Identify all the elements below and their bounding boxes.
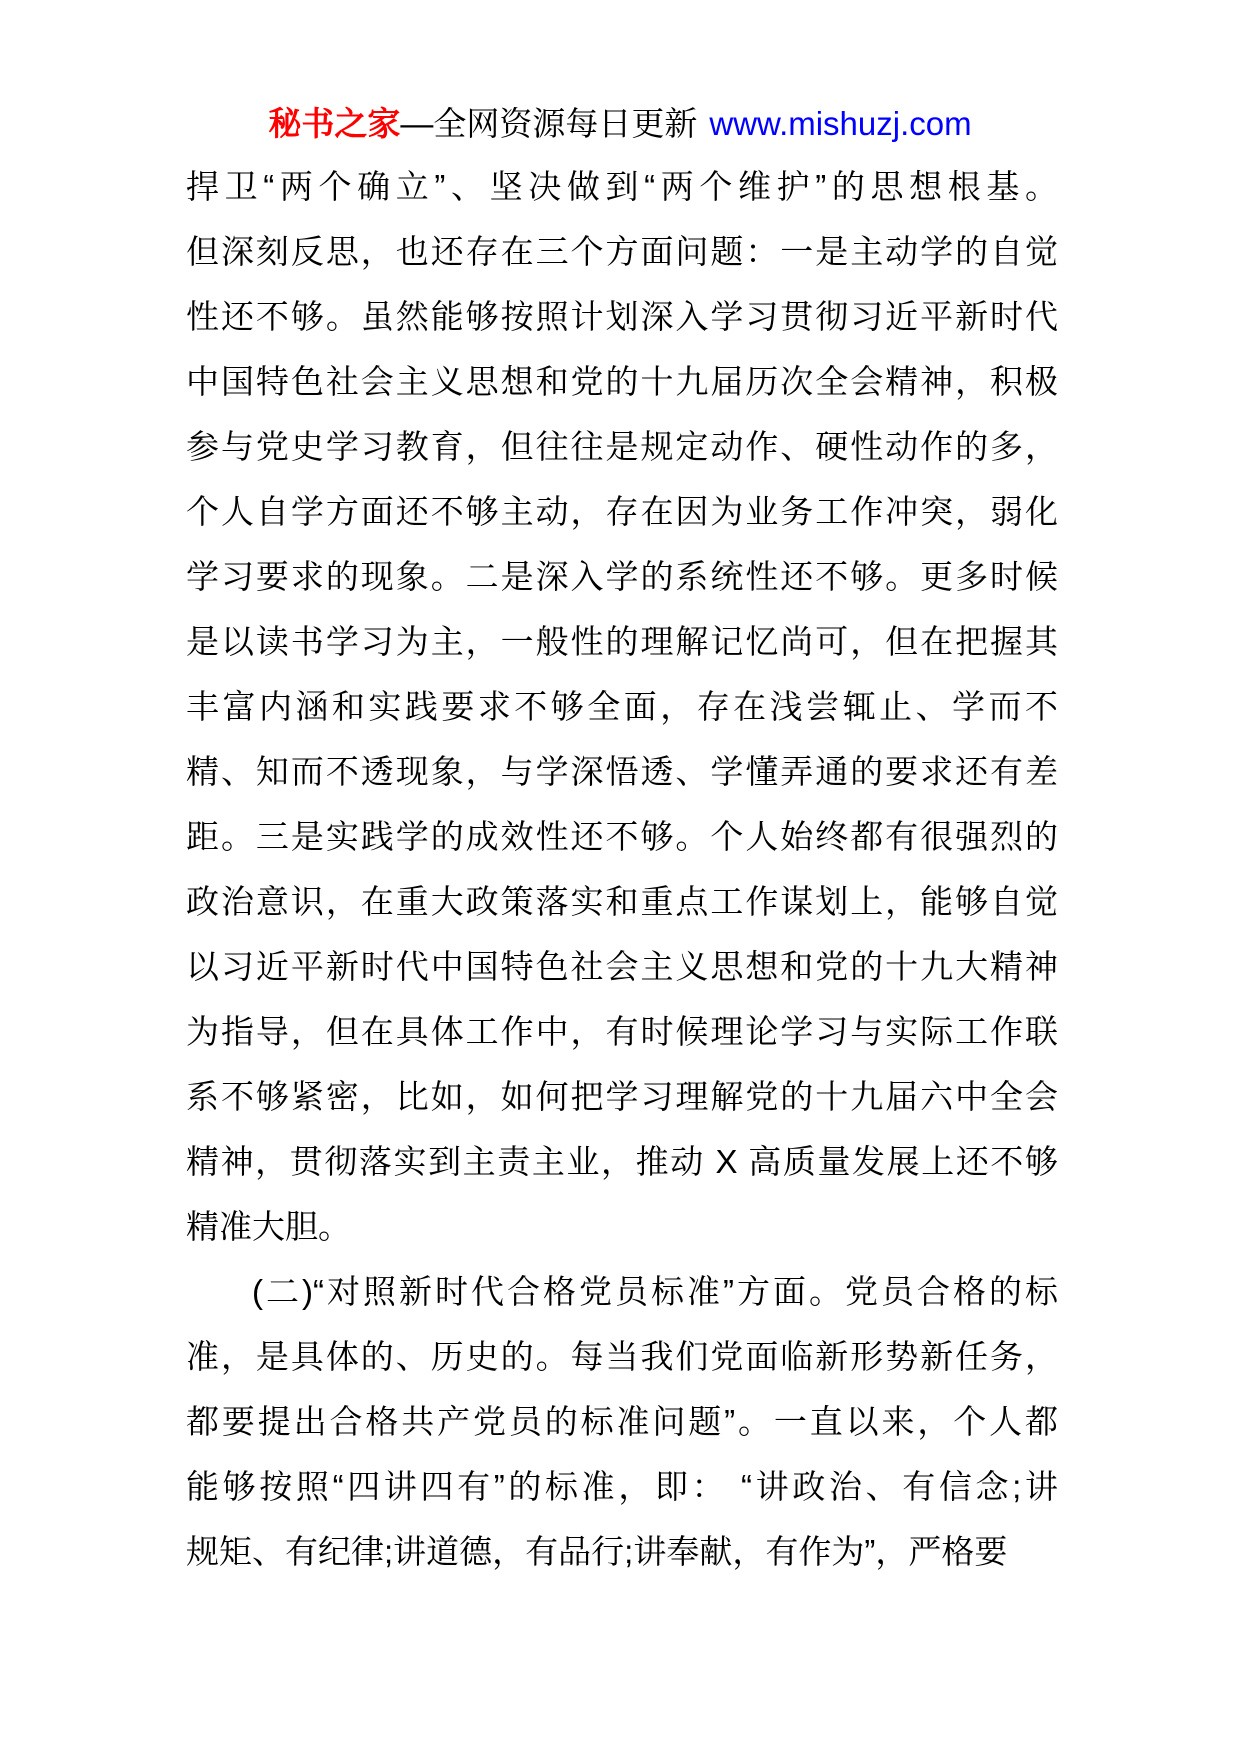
text-line-7: 学习要求的现象。二是深入学的系统性还不够。更多时候 <box>186 558 1058 595</box>
text-line-6: 个人自学方面还不够主动，存在因为业务工作冲突，弱化 <box>186 493 1058 530</box>
text-line-9: 丰富内涵和实践要求不够全面，存在浅尝辄止、学而不 <box>186 688 1058 725</box>
document-body <box>186 154 1058 1584</box>
text-line-12: 政治意识，在重大政策落实和重点工作谋划上，能够自觉 <box>186 883 1058 920</box>
text-line-2: 但深刻反思，也还存在三个方面问题：一是主动学的自觉 <box>186 233 1058 270</box>
text-line-3: 性还不够。虽然能够按照计划深入学习贯彻习近平新时代 <box>186 298 1058 335</box>
text-line-8: 是以读书学习为主，一般性的理解记忆尚可，但在把握其 <box>186 623 1058 660</box>
text-line-21: 能够按照“四讲四有”的标准，即： “讲政治、有信念;讲 <box>186 1468 1058 1505</box>
text-line-16: 精神，贯彻落实到主责主业，推动 X 高质量发展上还不够 <box>186 1143 1058 1180</box>
site-url-link[interactable]: www.mishuzj.com <box>709 105 972 142</box>
text-line-19: 准，是具体的、历史的。每当我们党面临新形势新任务， <box>186 1338 1058 1375</box>
site-brand: 秘书之家 <box>268 105 401 142</box>
text-line-18-paragraph-start: (二)“对照新时代合格党员标准”方面。党员合格的标 <box>252 1273 1058 1310</box>
site-header <box>0 102 1240 146</box>
text-line-10: 精、知而不透现象，与学深悟透、学懂弄通的要求还有差 <box>186 753 1058 790</box>
text-line-17-paragraph-end: 精准大胆。 <box>186 1208 351 1245</box>
text-line-14: 为指导，但在具体工作中，有时候理论学习与实际工作联 <box>186 1013 1058 1050</box>
header-dash: — <box>400 105 434 142</box>
text-line-5: 参与党史学习教育，但往往是规定动作、硬性动作的多， <box>186 428 1058 465</box>
text-line-13: 以习近平新时代中国特色社会主义思想和党的十九大精神 <box>186 948 1058 985</box>
text-line-15: 系不够紧密，比如，如何把学习理解党的十九届六中全会 <box>186 1078 1058 1115</box>
text-line-22: 规矩、有纪律;讲道德，有品行;讲奉献，有作为”，严格要 <box>186 1533 1008 1570</box>
text-line-11: 距。三是实践学的成效性还不够。个人始终都有很强烈的 <box>186 818 1058 855</box>
text-line-4: 中国特色社会主义思想和党的十九届历次全会精神，积极 <box>186 363 1058 400</box>
text-line-1: 捍卫“两个确立”、坚决做到“两个维护”的思想根基。 <box>186 168 1058 205</box>
text-line-20: 都要提出合格共产党员的标准问题”。一直以来，个人都 <box>186 1403 1058 1440</box>
site-tagline: 全网资源每日更新 <box>433 105 698 142</box>
